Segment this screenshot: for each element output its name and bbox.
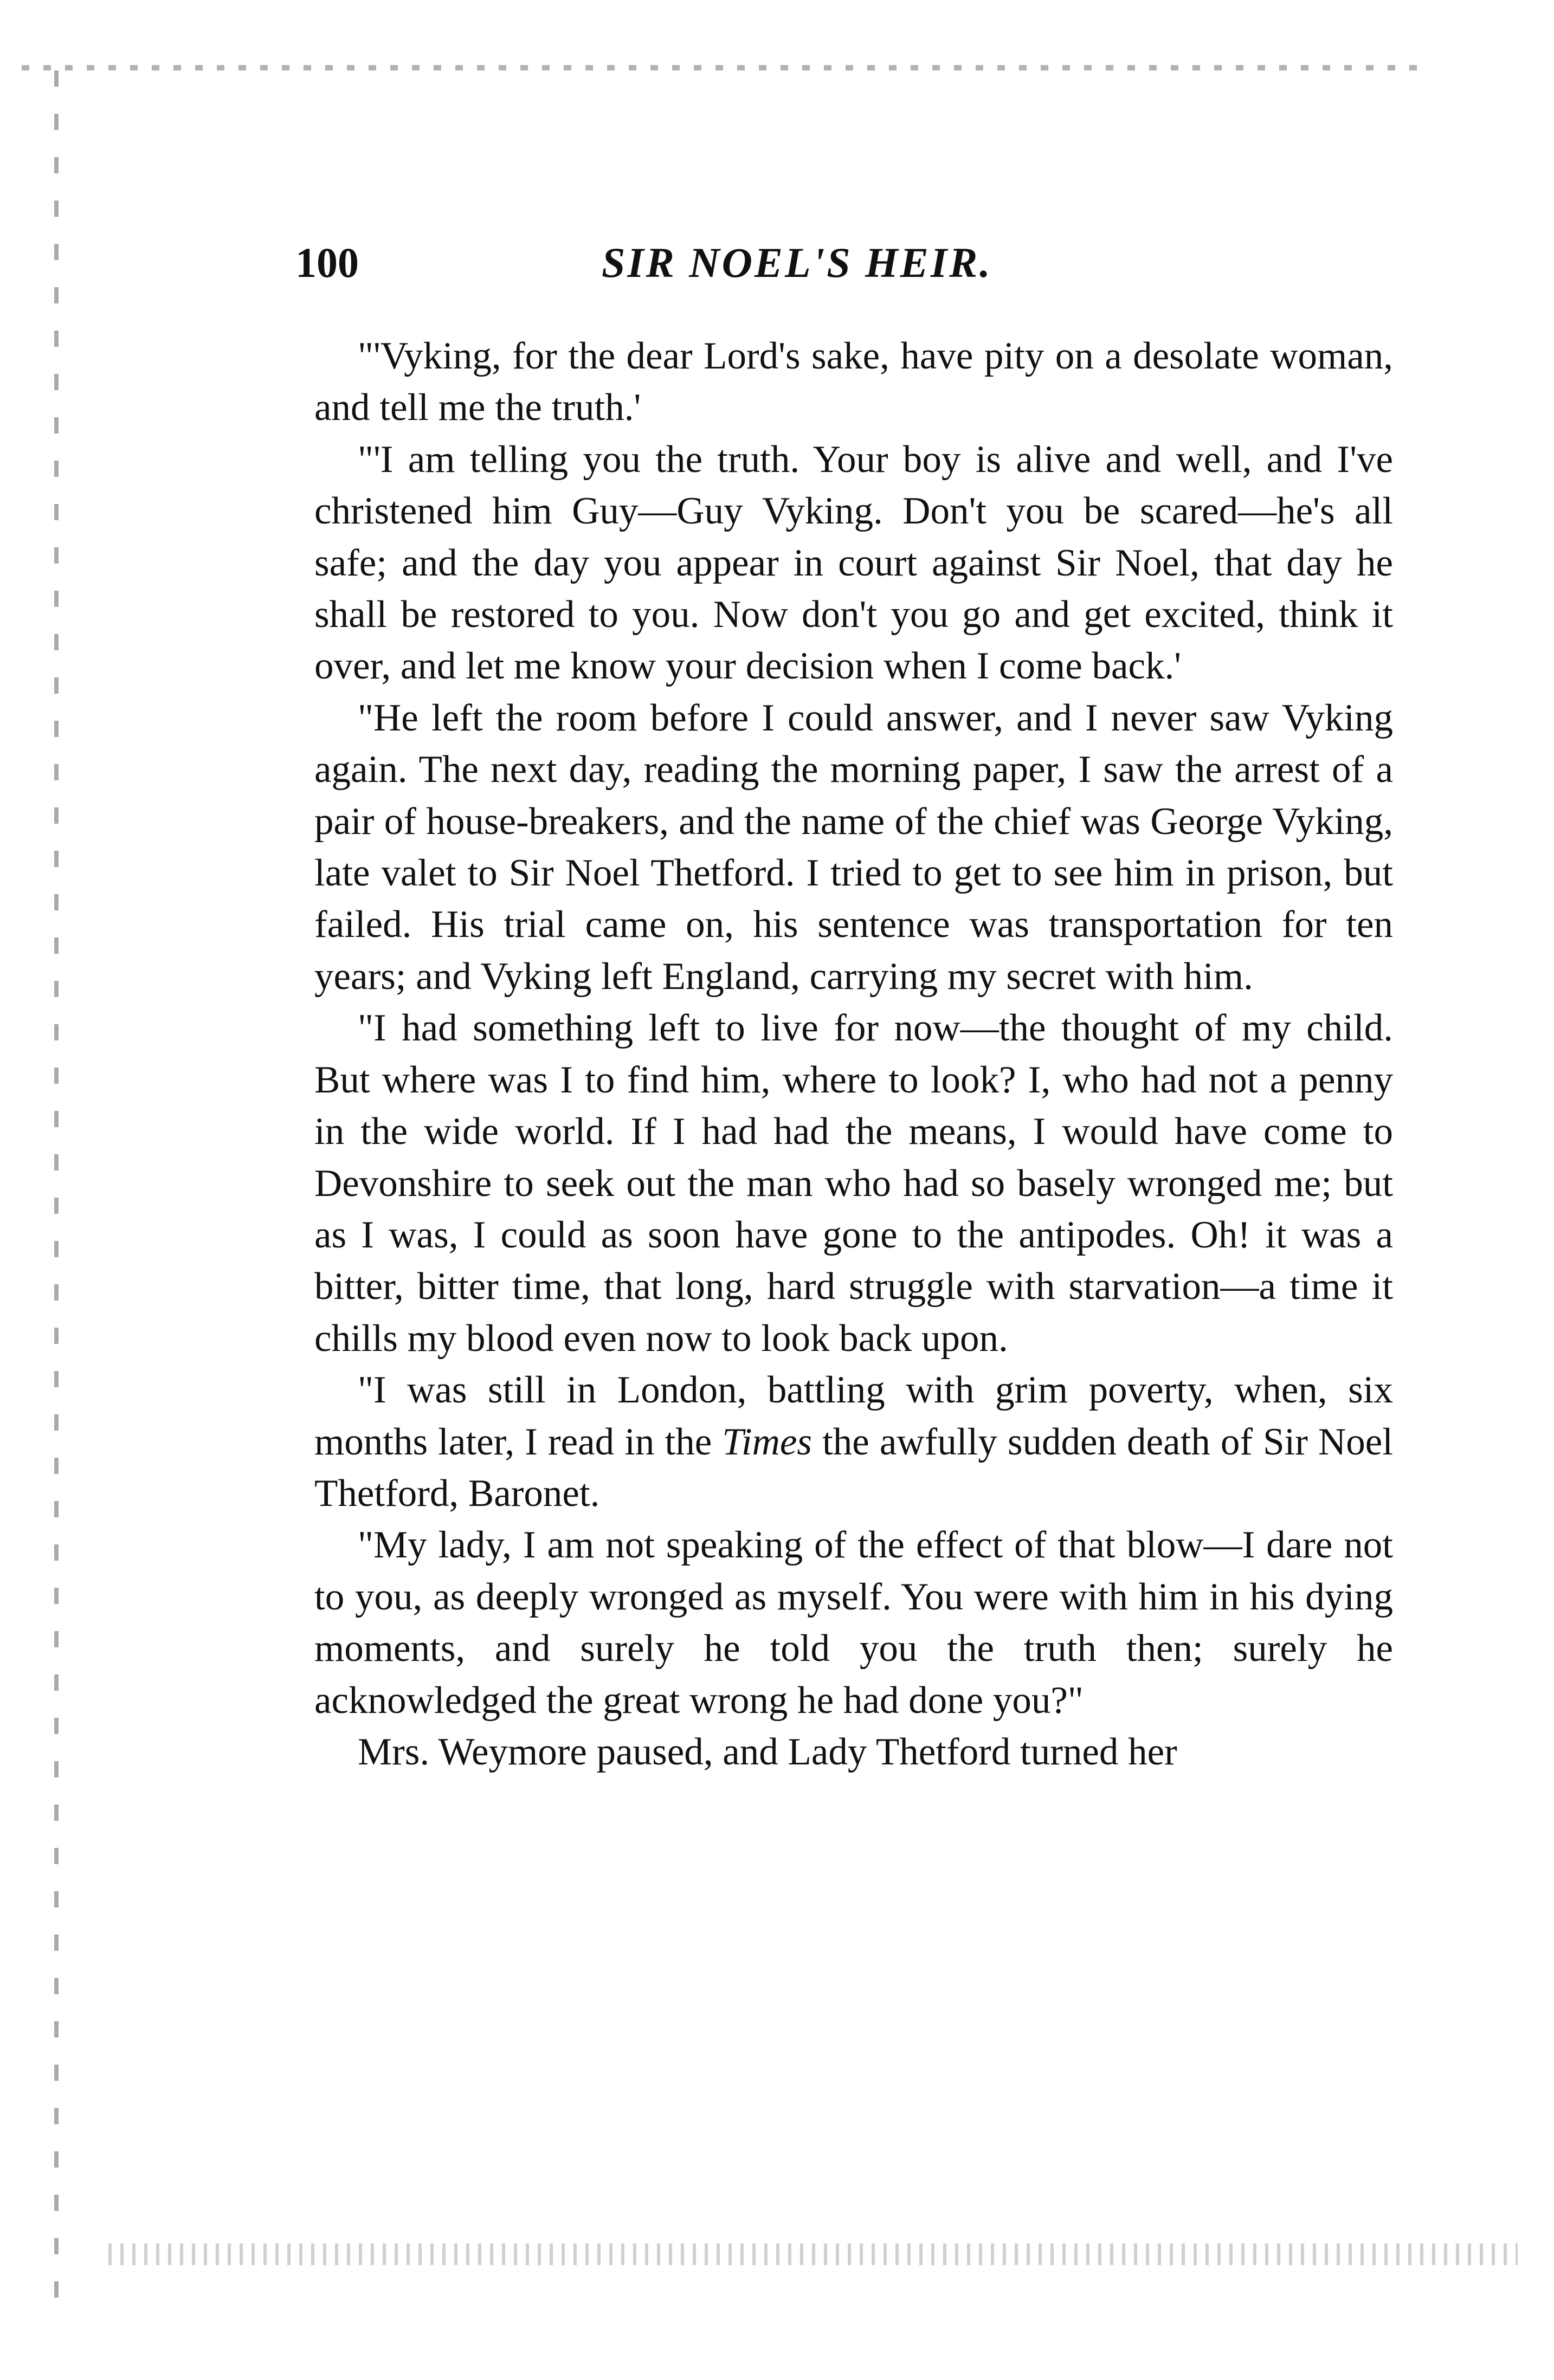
page-edge-left (54, 70, 59, 2319)
paragraph-2: "'I am telling you the truth. Your boy is alive and well, and I've christened him Guy—Guy Vyking. Don't you be scared—he's all safe; and the day you appear in court against Sir Noel, that day he shall be restored to you. Now don't you go and get excited, think it over, and let me know your decision when I come back.' (314, 438, 1393, 688)
page-header (295, 233, 1396, 298)
paragraph-5-after: the awfully sudden death of Sir Noel Thetford, Baronet. (314, 1420, 1394, 1515)
page-edge-top (22, 65, 1431, 70)
paragraph-7: Mrs. Weymore paused, and Lady Thetford turned her (358, 1730, 1177, 1773)
page-edge-bottom (108, 2243, 1518, 2265)
body-text (314, 331, 1393, 1778)
paragraph-4: "I had something left to live for now—the thought of my child. But where was I to find him, where to look? I, who had not a penny in the wide world. If I had had the means, I would have come to Devonshire to seek out the man who had so basely wronged me; but as I was, I could as soon have gone to the antipodes. Oh! it was a bitter, bitter time, that long, hard struggle with starvation—a time it chills my blood even now to look back upon. (314, 1007, 1393, 1360)
paragraph-1: "'Vyking, for the dear Lord's sake, have pity on a desolate woman, and tell me the truth.' (314, 335, 1393, 429)
paragraph-5-before: "I was still in London, battling with grim poverty, when, six months later, I read in the (314, 1369, 1393, 1463)
paragraph-3: "He left the room before I could answer, and I never saw Vyking again. The next day, reading the morning paper, I saw the arrest of a pair of house-breakers, and the name of the chief was George Vyking, late valet to Sir Noel Thetford. I tried to get to see him in prison, but failed. His trial came on, his sentence was transportation for ten years; and Vyking left England, carrying my secret with him. (314, 696, 1393, 998)
paragraph-6: "My lady, I am not speaking of the effect of that blow—I dare not to you, as deeply wronged as myself. You were with him in his dying moments, and surely he told you the truth then; surely he acknowledged the great wrong he had done you?" (314, 1524, 1393, 1722)
paragraph-5-italic: Times (722, 1420, 813, 1463)
paragraph-5 (314, 1364, 1393, 1519)
running-title: SIR NOEL'S HEIR. (602, 239, 992, 286)
page-number: 100 (295, 239, 359, 286)
